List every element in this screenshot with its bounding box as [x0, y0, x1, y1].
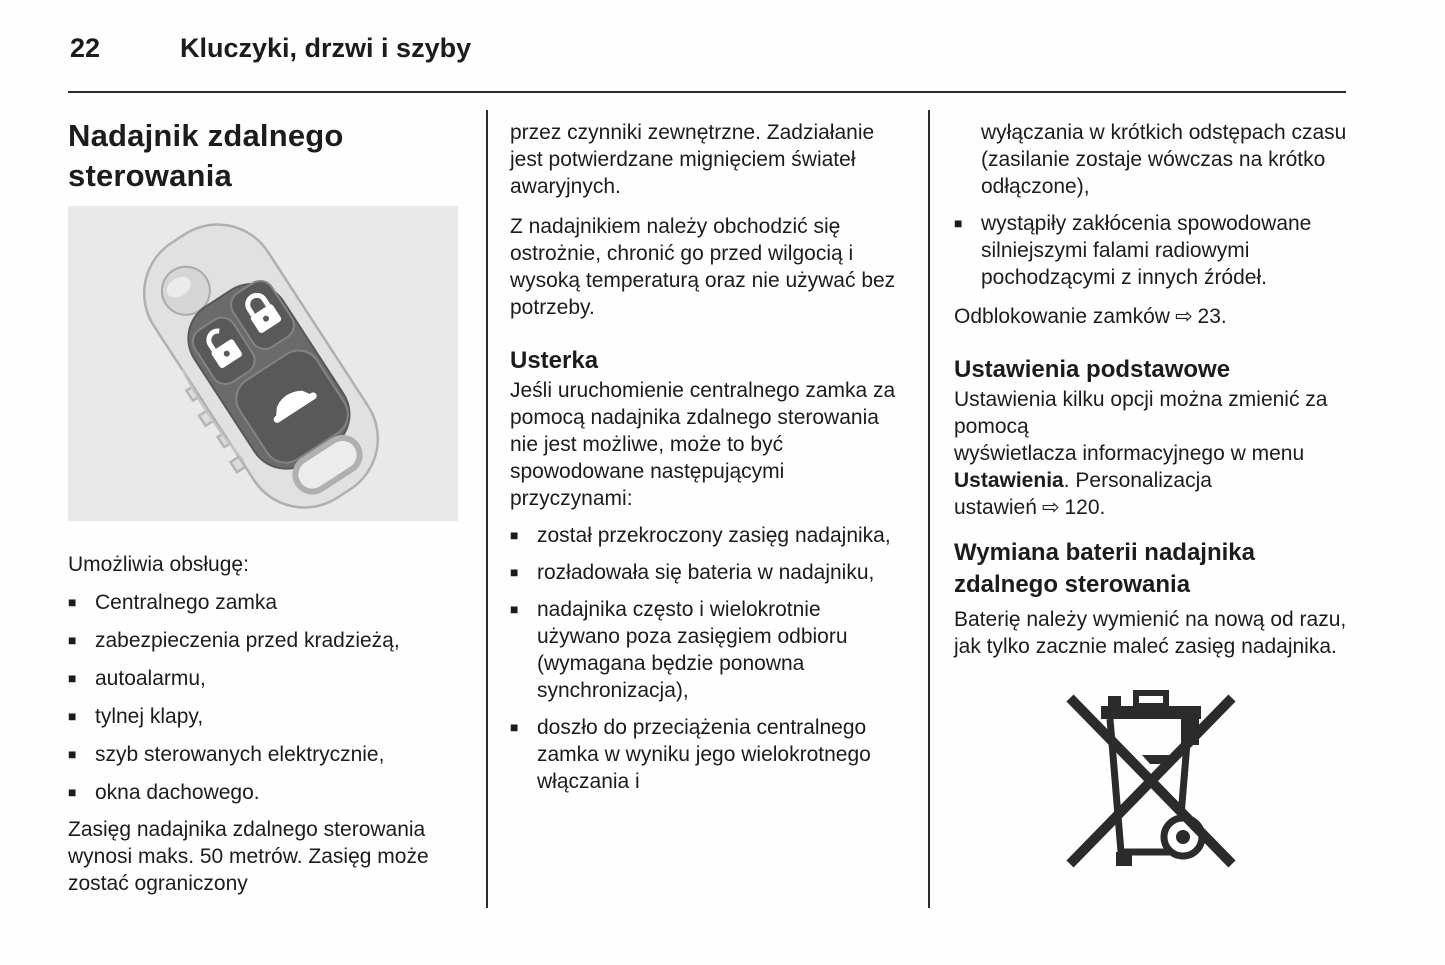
list-item — [510, 596, 904, 704]
settings-paragraph — [954, 386, 1348, 521]
bullet-marker: ■ — [68, 746, 77, 762]
list-item — [68, 665, 460, 692]
list-item — [954, 210, 1348, 291]
header-rule — [68, 91, 1346, 93]
battery-paragraph: Baterię należy wymienić na nową od razu, jak tylko zacznie maleć zasięg nadajnika. — [954, 608, 1347, 658]
bullet-marker: ■ — [68, 670, 77, 686]
cross-reference-page: 23. — [1197, 305, 1227, 328]
settings-text: . Personalizacja ustawień — [954, 469, 1212, 519]
bullet-continuation-text: wyłączania w krótkich odstępach czasu (zasilanie zostaje wówczas na krótko odłączone), — [981, 121, 1347, 198]
list-item — [68, 589, 460, 616]
weee-crossed-bin-icon — [1058, 682, 1244, 874]
column-divider-1 — [486, 110, 488, 908]
key-fob-illustration — [68, 206, 458, 521]
list-item-text: Centralnego zamka — [95, 591, 278, 614]
paragraph: Z nadajnikiem należy obchodzić się ostrożnie, chronić go przed wilgocią i wysoką temperaturą oraz nie używać bez potrzeby. — [510, 215, 896, 319]
fault-cause-list-continued — [954, 210, 1348, 291]
list-item — [510, 714, 904, 795]
list-item-text: został przekroczony zasięg nadajnika, — [537, 524, 891, 547]
subsection-heading-battery-replacement: Wymiana baterii nadajnika zdalnego sterowania — [954, 539, 1255, 598]
paragraph: przez czynniki zewnętrzne. Zadziałanie jest potwierdzane mignięciem świateł awaryjnych. — [510, 121, 875, 198]
key-fob-figure — [68, 206, 458, 521]
settings-menu-name: Ustawienia — [954, 469, 1064, 492]
subsection-heading-fault: Usterka — [510, 347, 599, 374]
cross-reference-page: 120. — [1064, 496, 1106, 519]
list-item-text: rozładowała się bateria w nadajniku, — [537, 561, 875, 584]
subsection-heading-basic-settings: Ustawienia podstawowe — [954, 356, 1231, 383]
list-item-text: okna dachowego. — [95, 781, 260, 804]
bullet-marker: ■ — [510, 719, 519, 735]
cross-reference-label: Odblokowanie zamków — [954, 305, 1170, 328]
settings-text: Ustawienia kilku opcji można zmienić za pomocą — [954, 388, 1328, 438]
section-heading-remote-transmitter: Nadajnik zdalnego sterowania — [68, 118, 344, 193]
list-item — [68, 627, 460, 654]
list-item-text: szyb sterowanych elektrycznie, — [95, 743, 385, 766]
list-item-text: nadajnika często i wielokrotnie używano poza zasięgiem odbioru (wymagana będzie ponowna synchronizacja), — [537, 598, 848, 702]
list-item-text: tylnej klapy, — [95, 705, 204, 728]
bullet-marker: ■ — [68, 594, 77, 610]
page-reference-arrow-icon: ⇨ — [1041, 496, 1060, 519]
list-item-text: wystąpiły zakłócenia spowodowane silniejszymi falami radiowymi pochodzącymi z innych źródeł. — [981, 212, 1312, 289]
bullet-marker: ■ — [68, 708, 77, 724]
list-item — [68, 703, 460, 730]
page-number: 22 — [70, 33, 101, 63]
column-middle — [510, 119, 904, 795]
list-item-text: doszło do przeciążenia centralnego zamka w wyniku jego wielokrotnego włączania i — [537, 716, 871, 793]
column-right — [954, 119, 1348, 874]
list-item-text: zabezpieczenia przed kradzieżą, — [95, 629, 400, 652]
list-item-text: autoalarmu, — [95, 667, 206, 690]
bullet-marker: ■ — [510, 527, 519, 543]
bullet-marker: ■ — [510, 564, 519, 580]
list-item — [510, 522, 904, 549]
bullet-marker: ■ — [68, 632, 77, 648]
bullet-marker: ■ — [954, 215, 963, 231]
bullet-marker: ■ — [510, 601, 519, 617]
list-item — [68, 779, 460, 806]
fault-cause-list — [510, 522, 904, 795]
range-paragraph: Zasięg nadajnika zdalnego sterowania wynosi maks. 50 metrów. Zasięg może zostać ograniczony — [68, 818, 429, 895]
list-item — [510, 559, 904, 586]
paragraph: Jeśli uruchomienie centralnego zamka za pomocą nadajnika zdalnego sterowania nie jest możliwe, może to być spowodowane następującymi przyczynami: — [510, 379, 896, 510]
chapter-title: Kluczyki, drzwi i szyby — [180, 33, 472, 63]
page-reference-arrow-icon: ⇨ — [1174, 305, 1193, 328]
bullet-marker: ■ — [68, 784, 77, 800]
feature-list — [68, 589, 460, 806]
settings-text: wyświetlacza informacyjnego w menu — [954, 442, 1305, 465]
list-item — [68, 741, 460, 768]
cross-reference-line — [954, 303, 1348, 330]
intro-line: Umożliwia obsługę: — [68, 553, 249, 576]
column-left — [68, 116, 460, 897]
column-divider-2 — [928, 110, 930, 908]
